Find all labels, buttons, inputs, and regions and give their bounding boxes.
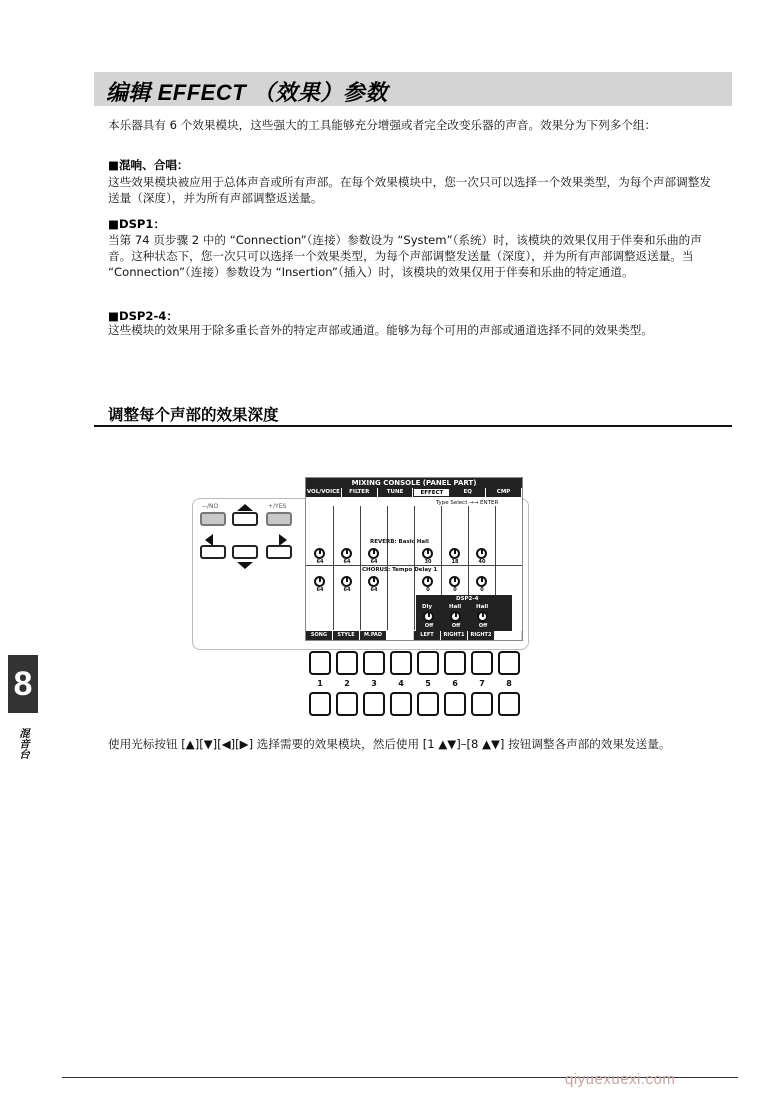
lcd-bottom-label <box>387 631 414 640</box>
reverb-value: 64 <box>370 559 378 565</box>
lcd-bottom-label <box>495 631 522 640</box>
lcd-bottom-label: LEFT <box>414 631 441 640</box>
reverb-value: 64 <box>316 559 324 565</box>
dsp-value: Off <box>478 623 488 629</box>
intro-paragraph: 本乐器具有 6 个效果模块，这些强大的工具能够充分增强或者完全改变乐器的声音。效果分为下列多个组： <box>108 118 657 132</box>
chorus-value: 64 <box>316 587 324 593</box>
dsp-type: Hall <box>476 604 489 610</box>
left-arrow-icon <box>205 534 213 546</box>
dsp-knob-5 <box>423 611 434 622</box>
lcd-tab-effect[interactable]: EFFECT <box>413 488 450 497</box>
plus-yes-button[interactable] <box>266 512 292 526</box>
lcd-tab-tune[interactable]: TUNE <box>378 488 414 497</box>
button-1-up[interactable] <box>309 651 331 675</box>
button-3-up[interactable] <box>363 651 385 675</box>
cursor-right-button[interactable] <box>266 545 292 559</box>
body-dsp1: 当第 74 页步骤 2 中的 “Connection”（连接）参数设为 “System”（系统）时，该模块的效果仅用于伴奏和乐曲的声音。这种状态下，您一次只可以选择一个效果类型，为每个声部调整发送量（深度），并为所有声部调整返送量。当 “Connection”（连接）参数设为 “Insertion”（插入）时，该模块的效果仅用于伴奏和乐曲的特定通道。 <box>108 233 702 279</box>
chorus-value: 0 <box>426 587 430 593</box>
reverb-value: 30 <box>424 559 432 565</box>
section-title: 编辑 EFFECT （效果）参数 <box>106 80 388 105</box>
minus-no-button[interactable] <box>200 512 226 526</box>
watermark-text: qiyuexuexi.com <box>565 1071 676 1088</box>
lcd-bottom-label: M.PAD <box>360 631 387 640</box>
chorus-knob-1 <box>314 576 325 587</box>
dsp-knob-6 <box>450 611 461 622</box>
button-number-label: 7 <box>479 679 485 688</box>
lcd-tab-eq[interactable]: EQ <box>450 488 486 497</box>
button-8-up[interactable] <box>498 651 520 675</box>
button-3-down[interactable] <box>363 692 385 716</box>
button-6-up[interactable] <box>444 651 466 675</box>
heading-dsp1: ■DSP1： <box>108 217 166 231</box>
button-number-label: 1 <box>317 679 323 688</box>
button-8-down[interactable] <box>498 692 520 716</box>
body-dsp2-4: 这些模块的效果用于除多重长音外的特定声部或通道。能够为每个可用的声部或通道选择不同的效果类型。 <box>108 323 653 337</box>
reverb-knob-5 <box>422 548 433 559</box>
reverb-knob-7 <box>476 548 487 559</box>
button-number-label: 8 <box>506 679 512 688</box>
reverb-value: 64 <box>343 559 351 565</box>
lcd-tabs <box>306 488 522 497</box>
lcd-row-divider <box>306 565 522 566</box>
chorus-knob-5 <box>422 576 433 587</box>
reverb-value: 40 <box>478 559 486 565</box>
dsp-knob-7 <box>477 611 488 622</box>
chorus-knob-2 <box>341 576 352 587</box>
button-2-down[interactable] <box>336 692 358 716</box>
button-1-down[interactable] <box>309 692 331 716</box>
body-reverb-chorus: 这些效果模块被应用于总体声音或所有声部。在每个效果模块中，您一次只可以选择一个效果类型，为每个声部调整发送量（深度），并为所有声部调整返送量。 <box>108 175 711 205</box>
plus-yes-label: +/YES <box>268 503 287 510</box>
subsection-title: 调整每个声部的效果深度 <box>108 406 279 424</box>
button-7-up[interactable] <box>471 651 493 675</box>
button-number-label: 4 <box>398 679 404 688</box>
lcd-tab-vol-voice[interactable]: VOL/VOICE <box>306 489 340 495</box>
heading-reverb-chorus: ■混响、合唱： <box>108 158 189 172</box>
reverb-knob-3 <box>368 548 379 559</box>
lcd-reverb-label: REVERB: Basic Hall <box>370 539 429 545</box>
cursor-left-button[interactable] <box>200 545 226 559</box>
up-arrow-icon <box>237 504 253 511</box>
cursor-down-button[interactable] <box>232 545 258 559</box>
lcd-bottom-label: STYLE <box>333 631 360 640</box>
chapter-label: 混音台 <box>18 728 30 760</box>
lcd-title: MIXING CONSOLE (PANEL PART) <box>306 478 522 488</box>
reverb-knob-1 <box>314 548 325 559</box>
lcd-dsp-label: DSP2-4 <box>456 596 479 602</box>
lcd-screen <box>305 477 523 641</box>
down-arrow-icon <box>237 562 253 569</box>
lcd-chorus-label: CHORUS: Tempo Delay 1 <box>362 567 438 573</box>
button-4-up[interactable] <box>390 651 412 675</box>
watermark-logo <box>565 1069 675 1088</box>
lcd-bottom-label: RIGHT2 <box>468 631 495 640</box>
chorus-knob-7 <box>476 576 487 587</box>
chorus-value: 64 <box>343 587 351 593</box>
minus-no-label: −/NO <box>202 503 219 510</box>
button-number-label: 6 <box>452 679 458 688</box>
button-5-up[interactable] <box>417 651 439 675</box>
chorus-value: 0 <box>480 587 484 593</box>
dsp-type: Hall <box>449 604 462 610</box>
reverb-knob-2 <box>341 548 352 559</box>
reverb-value: 18 <box>451 559 459 565</box>
cursor-up-button[interactable] <box>232 512 258 526</box>
dsp-value: Off <box>424 623 434 629</box>
dsp-value: Off <box>451 623 461 629</box>
subsection-rule <box>94 425 732 427</box>
button-number-label: 5 <box>425 679 431 688</box>
button-number-label: 3 <box>371 679 377 688</box>
chapter-number-tab: 8 <box>8 655 38 713</box>
button-6-down[interactable] <box>444 692 466 716</box>
lcd-tab-filter[interactable]: FILTER <box>342 488 378 497</box>
button-4-down[interactable] <box>390 692 412 716</box>
lcd-bottom-labels <box>306 631 522 640</box>
lcd-divider <box>333 506 334 630</box>
heading-dsp2-4: ■DSP2-4： <box>108 309 178 323</box>
chorus-knob-3 <box>368 576 379 587</box>
button-number-label: 2 <box>344 679 350 688</box>
dsp-type: Dly <box>422 604 433 610</box>
button-2-up[interactable] <box>336 651 358 675</box>
lcd-bottom-label: RIGHT1 <box>441 631 468 640</box>
instruction-caption: 使用光标按钮 [▲][▼][◀][▶] 选择需要的效果模块，然后使用 [1 ▲▼]–[8 ▲▼] 按钮调整各声部的效果发送量。 <box>108 737 671 751</box>
chorus-value: 64 <box>370 587 378 593</box>
lcd-divider <box>360 506 361 630</box>
lcd-tab-cmp[interactable]: CMP <box>486 488 522 497</box>
button-5-down[interactable] <box>417 692 439 716</box>
chorus-value: 0 <box>453 587 457 593</box>
lcd-bottom-label: SONG <box>306 631 333 640</box>
right-arrow-icon <box>279 534 287 546</box>
button-7-down[interactable] <box>471 692 493 716</box>
lcd-type-select: Type Select →→ ENTER <box>436 500 499 506</box>
reverb-knob-6 <box>449 548 460 559</box>
chorus-knob-6 <box>449 576 460 587</box>
